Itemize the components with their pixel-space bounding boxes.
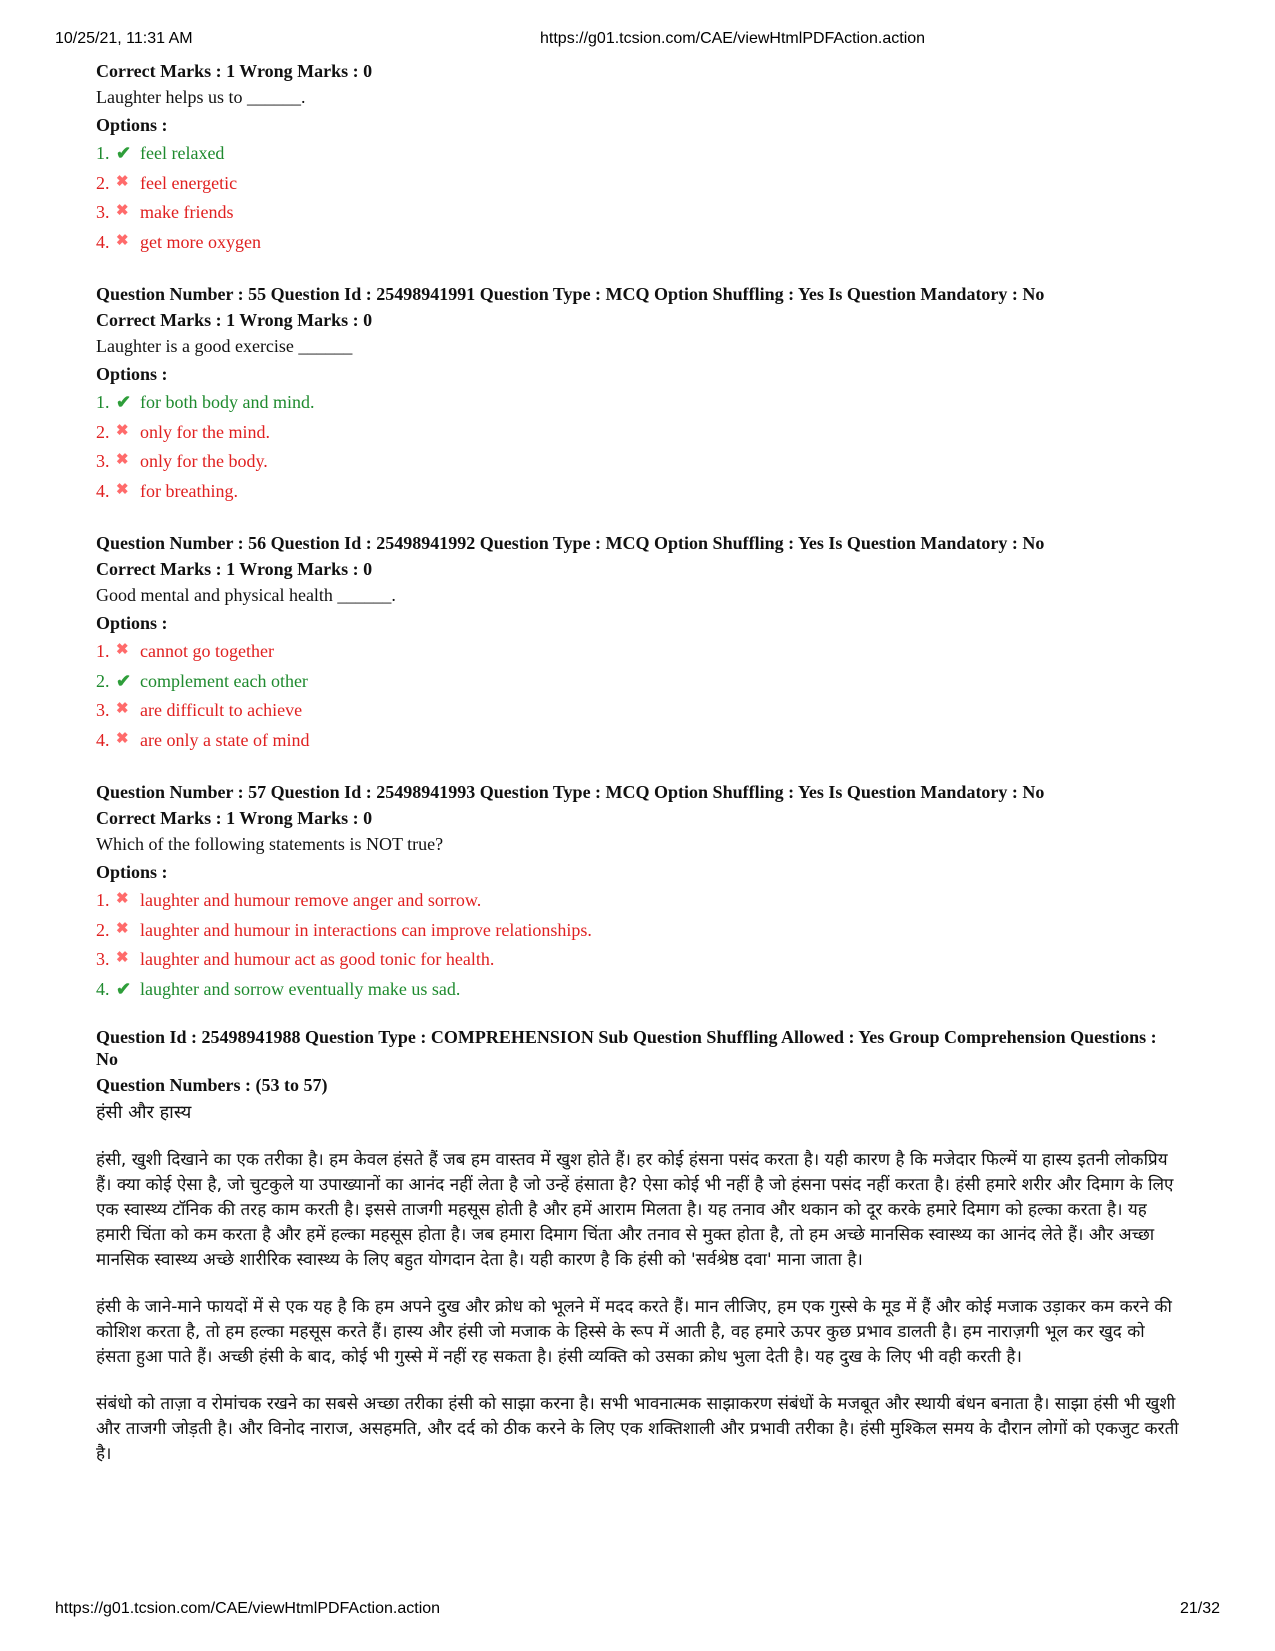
comprehension-header: Question Id : 25498941988 Question Type : COMPREHENSION Sub Question Shuffling Allowed : Yes Group Comprehension Questions : No	[96, 1027, 1157, 1069]
options-label: Options :	[96, 364, 168, 384]
option-2: 2. ✖ feel energetic	[96, 169, 1181, 199]
option-2: 2. ✔ complement each other	[96, 667, 1181, 697]
question-marks: Correct Marks : 1 Wrong Marks : 0	[96, 559, 373, 579]
cross-icon: ✖	[116, 232, 129, 249]
question-marks: Correct Marks : 1 Wrong Marks : 0	[96, 808, 373, 828]
cross-icon: ✖	[116, 950, 129, 966]
check-icon: ✔	[116, 392, 132, 412]
check-icon: ✔	[116, 670, 132, 691]
option-3: 3. ✖ laughter and humour act as good tonic for health.	[96, 945, 1181, 975]
option-4: 4. ✖ get more oxygen	[96, 228, 1181, 258]
question-text: Laughter helps us to ______.	[96, 87, 306, 107]
option-2: 2. ✖ only for the mind.	[96, 418, 1181, 448]
question-marks: Correct Marks : 1 Wrong Marks : 0	[96, 61, 373, 81]
cross-icon: ✖	[116, 730, 129, 747]
option-3: 3. ✖ only for the body.	[96, 447, 1181, 477]
cross-icon: ✖	[116, 891, 129, 907]
cross-icon: ✖	[116, 422, 129, 439]
option-4: 4. ✔ laughter and sorrow eventually make us sad.	[96, 975, 1181, 1005]
cross-icon: ✖	[116, 920, 129, 937]
question-text: Good mental and physical health ______.	[96, 585, 396, 605]
print-footer	[55, 1600, 1220, 1620]
cross-icon: ✖	[116, 203, 129, 219]
comprehension-paragraph: हंसी के जाने-माने फायदों में से एक यह है कि हम अपने दुख और क्रोध को भूलने में मदद करते हैं। मान लीजिए, हम एक गुस्से के मूड में हैं और कोई मजाक उड़ाकर कम करने की कोशिश करता है, तो हम हल्का महसूस करते हैं। हास्य और हंसी जो मजाक के हिस्से के रूप में आती है, वह हमारे ऊपर कुछ प्रभाव डालती है। हम नाराज़गी भूल कर खुद को हंसता हुआ पाते हैं। अच्छी हंसी के बाद, कोई भी गुस्से में नहीं रह सकता है। हंसी व्यक्ति को उसका क्रोध भुला देती है। यह दुख के लिए भी वही करती है।	[96, 1297, 1172, 1367]
question-text: Which of the following statements is NOT true?	[96, 834, 444, 854]
cross-icon: ✖	[116, 452, 129, 468]
question-header: Question Number : 57 Question Id : 25498941993 Question Type : MCQ Option Shuffling : Yes Is Question Mandatory : No	[96, 782, 1045, 802]
print-url: https://g01.tcsion.com/CAE/viewHtmlPDFAction.action	[540, 30, 926, 47]
question-header: Question Number : 56 Question Id : 25498941992 Question Type : MCQ Option Shuffling : Yes Is Question Mandatory : No	[96, 533, 1045, 553]
cross-icon: ✖	[116, 701, 129, 717]
option-1: 1. ✖ laughter and humour remove anger and sorrow.	[96, 886, 1181, 916]
footer-url: https://g01.tcsion.com/CAE/viewHtmlPDFAction.action	[55, 1600, 441, 1617]
comprehension-block	[96, 1026, 1181, 1467]
comprehension-paragraph: संबंधो को ताज़ा व रोमांचक रखने का सबसे अच्छा तरीका हंसी को साझा करना है। सभी भावनात्मक साझाकरण संबंधों के मजबूत और स्थायी बंधन बनाता है। साझा हंसी भी खुशी और ताजगी जोड़ती है। और विनोद नाराज, असहमति, और दर्द को ठीक करने के लिए एक शक्तिशाली और प्रभावी तरीका है। हंसी मुश्किल समय के दौरान लोगों को एकजुट करती है।	[96, 1394, 1179, 1464]
option-3: 3. ✖ are difficult to achieve	[96, 696, 1181, 726]
question-55	[96, 281, 1181, 506]
question-56	[96, 530, 1181, 755]
question-54	[96, 58, 1181, 257]
page-number: 21/32	[1179, 1600, 1220, 1617]
option-1: 1. ✔ feel relaxed	[96, 139, 1181, 169]
comprehension-title: हंसी और हास्य	[96, 1102, 192, 1123]
comprehension-paragraph: हंसी, खुशी दिखाने का एक तरीका है। हम केवल हंसते हैं जब हम वास्तव में खुश होते हैं। हर कोई हंसना पसंद करता है। यही कारण है कि मजेदार फिल्में या हास्य इतनी लोकप्रिय हैं। क्या कोई ऐसा है, जो चुटकुले या उपाख्यानों का आनंद नहीं लेता है जो उन्हें हंसाता है? ऐसा कोई भी नहीं है जो हंसना पसंद नहीं करता है। हंसी हमारे शरीर और दिमाग के लिए एक स्वास्थ्य टॉनिक की तरह काम करती है। इससे ताजगी महसूस होती है और हमें आराम मिलता है। यह तनाव और थकान को दूर करके हमारे दिमाग को हल्का करता है। यह हमारी चिंता को कम करता है और हमें हल्का महसूस होता है। जब हमारा दिमाग चिंता और तनाव से मुक्त होता है, तो हम अच्छे मानसिक स्वास्थ्य का आनंद लेते हैं। और अच्छा मानसिक स्वास्थ्य अच्छे शारीरिक स्वास्थ्य के लिए बहुत योगदान देता है। यही कारण है कि हंसी को 'सर्वश्रेष्ठ दवा' माना जाता है।	[96, 1150, 1174, 1270]
check-icon: ✔	[116, 143, 132, 163]
check-icon: ✔	[116, 978, 132, 999]
cross-icon: ✖	[116, 481, 129, 498]
cross-icon: ✖	[116, 173, 129, 190]
cross-icon: ✖	[116, 642, 129, 658]
option-1: 1. ✖ cannot go together	[96, 637, 1181, 667]
question-57	[96, 779, 1181, 1004]
options-label: Options :	[96, 862, 168, 882]
options-label: Options :	[96, 115, 168, 135]
option-4: 4. ✖ are only a state of mind	[96, 726, 1181, 756]
options-label: Options :	[96, 613, 168, 633]
option-4: 4. ✖ for breathing.	[96, 477, 1181, 507]
question-text: Laughter is a good exercise ______	[96, 336, 353, 356]
option-1: 1. ✔ for both body and mind.	[96, 388, 1181, 418]
question-marks: Correct Marks : 1 Wrong Marks : 0	[96, 310, 373, 330]
question-numbers: Question Numbers : (53 to 57)	[96, 1075, 328, 1095]
print-header	[55, 30, 1220, 50]
option-2: 2. ✖ laughter and humour in interactions can improve relationships.	[96, 916, 1181, 946]
page-content	[96, 58, 1181, 1467]
option-3: 3. ✖ make friends	[96, 198, 1181, 228]
print-datetime: 10/25/21, 11:31 AM	[55, 30, 193, 47]
question-header: Question Number : 55 Question Id : 25498941991 Question Type : MCQ Option Shuffling : Yes Is Question Mandatory : No	[96, 284, 1045, 304]
